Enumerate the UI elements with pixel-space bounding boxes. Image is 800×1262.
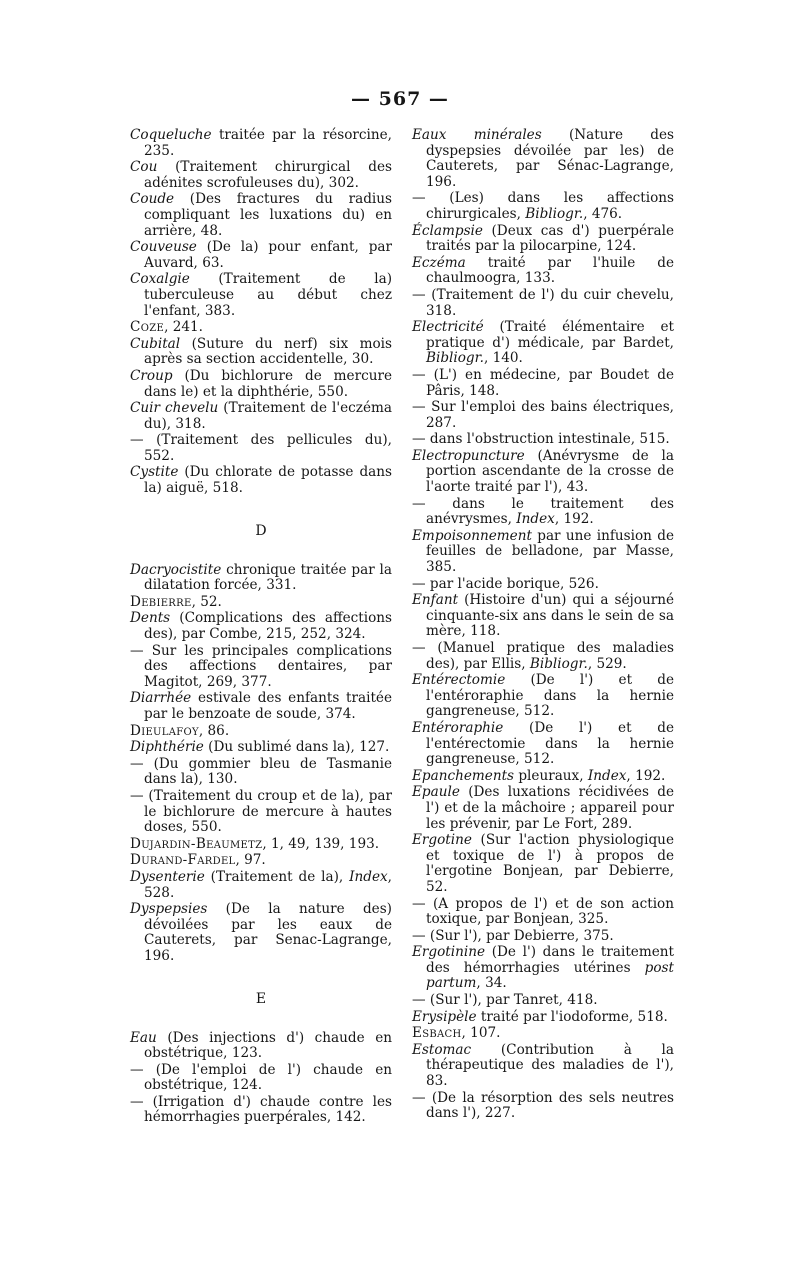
entry-text: (Traitement chirurgical des adénites scrofuleuses du), 302.	[144, 159, 392, 191]
entry-text: (De l') et de l'entérorаphie dans la hernie gangreneuse, 512.	[426, 672, 674, 720]
entry-text: , 52.	[191, 593, 222, 610]
entry-text: (De la nature des) dévoilées par les eaux de Cauterets, par Senac-Lagrange, 196.	[144, 901, 392, 964]
index-entry	[130, 837, 392, 853]
entry-text: — (Manuel pratique des maladies des), par Ellis,	[412, 640, 674, 672]
index-entry	[130, 1031, 392, 1062]
entry-page: , 192.	[554, 511, 594, 528]
entry-heading: Éclampsie	[412, 222, 483, 239]
entry-text: (Nature des dyspepsies dévoilée par les) de Cauterets, par Sénac-Lagrange, 196.	[426, 127, 675, 190]
entry-text: (De l') et de l'entérectomie dans la hernie gangreneuse, 512.	[426, 719, 674, 768]
entry-text: (Du chlorate de potasse dans la) aiguë, 518.	[144, 464, 392, 497]
entry-text: — (Traitement de l') du cuir chevelu, 318.	[412, 286, 674, 319]
entry-heading: Entérectomie	[412, 672, 506, 689]
entry-text: , 86.	[198, 722, 230, 739]
index-entry	[412, 256, 674, 287]
index-entry	[130, 724, 392, 740]
index-entry	[412, 1010, 674, 1026]
index-entry	[412, 288, 674, 319]
entry-heading: Estomac	[412, 1041, 472, 1058]
index-entry	[412, 929, 674, 945]
entry-heading: Electricité	[412, 319, 484, 336]
entry-page: , 192.	[626, 767, 666, 784]
entry-heading: Dyspepsies	[130, 901, 208, 918]
entry-text: — (Du gommier bleu de Tasmanie dans la), 130.	[130, 755, 392, 788]
index-entry	[130, 563, 392, 594]
entry-text: , 1, 49, 139, 193.	[262, 835, 380, 852]
index-entry	[130, 337, 392, 368]
entry-text: (Traitement de l'eczéma du), 318.	[144, 400, 392, 432]
entry-text: (De l') dans le traitement des hémorrhagies utérines	[426, 944, 674, 976]
index-entry	[412, 1043, 674, 1090]
index-entry	[412, 673, 674, 720]
entry-heading: Coqueluche	[130, 127, 212, 143]
index-entry	[412, 320, 674, 367]
entry-heading: Epanchements	[412, 767, 515, 784]
entry-heading: Dysenterie	[130, 868, 205, 885]
index-entry	[412, 785, 674, 832]
entry-text: (Sur l'action physiologique et toxique de l') à propos de l'ergotine Bonjean, par Debierre, 52.	[426, 832, 674, 895]
entry-text: — (Sur l'), par Tanret, 418.	[412, 992, 598, 1009]
entry-text: — (Traitement du croup et de la), par le bichlorure de mercure à hautes doses, 550.	[130, 787, 392, 836]
index-entry	[130, 401, 392, 432]
entry-heading: Eczéma	[412, 254, 466, 271]
entry-text: — (De l'emploi de l') chaude en obstétrique, 124.	[130, 1061, 392, 1094]
entry-text: — Sur les principales complications des affections dentaires, par Magitot, 269, 377.	[130, 642, 392, 690]
entry-page: , 529.	[587, 655, 627, 672]
entry-text: — (A propos de l') et de son action toxique, par Bonjean, 325.	[412, 895, 674, 928]
entry-text: estivale des enfants traitée par le benzoate de soude, 374.	[144, 690, 392, 722]
index-entry	[130, 902, 392, 964]
entry-page: , 34.	[476, 975, 507, 992]
index-entry	[130, 853, 392, 869]
entry-heading: Erysipèle	[412, 1008, 477, 1025]
index-entry	[412, 897, 674, 928]
entry-text: (Des injections d') chaude en obstétrique, 123.	[144, 1029, 392, 1062]
entry-reference: Index	[516, 511, 555, 528]
entry-text: (Traitement de la) tuberculeuse au début chez l'enfant, 383.	[144, 271, 392, 319]
entry-text: (Suture du nerf) six mois après sa section accidentelle, 30.	[144, 335, 392, 368]
index-entry	[412, 1091, 674, 1122]
entry-text: — (Traitement des pellicules du), 552.	[130, 432, 392, 464]
entry-text: — (L') en médecine, par Boudet de Pâris, 148.	[412, 366, 674, 399]
index-entry	[412, 497, 674, 528]
entry-reference: Index	[349, 868, 388, 885]
index-entry	[412, 577, 674, 593]
entry-text: — dans l'obstruction intestinale, 515.	[412, 431, 670, 448]
index-entry	[130, 1095, 392, 1126]
entry-text: traitée par la résorcine, 235.	[144, 127, 392, 159]
index-entry	[130, 160, 392, 191]
entry-heading: Epaule	[412, 784, 460, 801]
entry-text: — (Les) dans les affections chirurgicales,	[412, 190, 674, 222]
entry-heading: Dents	[130, 610, 171, 627]
right-column	[412, 128, 674, 1123]
index-entry	[130, 740, 392, 756]
index-entry	[412, 945, 674, 992]
entry-text: traité par l'huile de chaulmoogra, 133.	[426, 254, 674, 287]
entry-heading: Empoisonnement	[412, 527, 532, 544]
entry-text: (Du bichlorure de mercure dans le) et la diphthérie, 550.	[144, 367, 392, 400]
entry-text: — Sur l'emploi des bains électriques, 287.	[412, 399, 674, 431]
index-entry	[130, 1063, 392, 1094]
entry-page: , 140.	[483, 350, 523, 367]
index-entry	[130, 789, 392, 836]
index-entry	[412, 128, 674, 190]
index-entry	[130, 611, 392, 642]
index-entry	[412, 769, 674, 785]
entry-heading: Couveuse	[130, 239, 197, 256]
entry-heading: Durand-Fardel	[130, 852, 236, 869]
entry-heading: Ergotine	[412, 832, 472, 849]
index-entry	[130, 870, 392, 901]
entry-heading: Eaux minérales	[412, 127, 542, 143]
entry-text: (Des luxations récidivées de l') et de la mâchoire ; appareil pour les prévenir, par Le Fort, 289.	[426, 784, 674, 832]
index-entry	[130, 433, 392, 464]
index-entry	[130, 465, 392, 496]
entry-page: , 476.	[583, 205, 623, 222]
entry-text: par une infusion de feuilles de belladone, par Masse, 385.	[426, 527, 674, 576]
entry-text: pleuraux,	[514, 767, 588, 784]
entry-heading: Diphthérie	[130, 739, 204, 756]
index-entry	[412, 993, 674, 1009]
entry-heading: Cuir chevelu	[130, 400, 219, 417]
index-entry	[412, 432, 674, 448]
entry-heading: Dieulafoy	[130, 722, 199, 739]
entry-text: (Complications des affections des), par Combe, 215, 252, 324.	[144, 610, 392, 643]
entry-text: — (De la résorption des sels neutres dans l'), 227.	[412, 1089, 674, 1122]
entry-text: — (Sur l'), par Debierre, 375.	[412, 927, 614, 944]
entry-heading: Debierre	[130, 593, 192, 610]
index-entry	[130, 128, 392, 159]
index-entry	[412, 224, 674, 255]
entry-heading: Coxalgie	[130, 271, 190, 288]
section-letter: E	[255, 990, 267, 1007]
entry-text: — par l'acide borique, 526.	[412, 575, 599, 592]
index-entry	[412, 833, 674, 895]
entry-text: (Traitement de la),	[204, 868, 350, 885]
entry-heading: Enfant	[412, 592, 459, 609]
entry-reference: post partum	[426, 959, 674, 992]
index-entry	[412, 400, 674, 431]
entry-heading: Coze	[130, 319, 165, 336]
index-entry	[412, 449, 674, 496]
entry-heading: Cou	[130, 159, 158, 176]
index-entry	[130, 320, 392, 336]
entry-text: traité par l'iodoforme, 518.	[476, 1008, 668, 1025]
entry-text: (Du sublimé dans la), 127.	[203, 739, 390, 756]
entry-text: (Traité élémentaire et pratique d') médicale, par Bardet,	[426, 319, 674, 351]
left-column	[130, 128, 392, 1127]
entry-heading: Dujardin-Beaumetz	[130, 835, 263, 852]
page-number: — 567 —	[351, 88, 449, 110]
index-entry	[412, 721, 674, 768]
entry-heading: Cubital	[130, 335, 181, 352]
section-letter: D	[255, 522, 267, 539]
entry-text: chronique traitée par la dilatation forcée, 331.	[144, 561, 392, 594]
entry-heading: Diarrhée	[130, 690, 192, 707]
entry-reference: Bibliogr.	[426, 350, 484, 367]
index-entry	[130, 272, 392, 319]
entry-text: (Histoire d'un) qui a séjourné cinquante-six ans dans le sein de sa mère, 118.	[426, 592, 674, 640]
index-entry	[130, 192, 392, 239]
index-entry	[412, 191, 674, 222]
index-entry	[412, 641, 674, 672]
entry-text: — dans le traitement des anévrysmes,	[412, 495, 674, 528]
entry-text: (Des fractures du radius compliquant les luxations du) en arrière, 48.	[144, 191, 392, 239]
index-entry	[130, 240, 392, 271]
entry-reference: Index	[587, 767, 627, 784]
index-entry	[412, 529, 674, 576]
entry-heading: Entérorаphie	[412, 719, 504, 736]
entry-text: , 107.	[461, 1025, 501, 1042]
entry-text: — (Irrigation d') chaude contre les hémorrhagies puerpérales, 142.	[130, 1093, 392, 1126]
index-entry	[130, 369, 392, 400]
entry-reference: Bibliogr.	[525, 205, 584, 222]
entry-heading: Croup	[130, 367, 173, 384]
index-entry	[412, 368, 674, 399]
index-entry	[412, 1026, 674, 1042]
entry-heading: Cystite	[130, 464, 179, 481]
entry-text: , 97.	[235, 852, 266, 869]
entry-reference: Bibliogr.	[529, 655, 588, 672]
index-entry	[130, 595, 392, 611]
entry-text: , 241.	[164, 319, 203, 336]
entry-text: (Anévrysme de la portion ascendante de la crosse de l'aorte traité par l'), 43.	[426, 447, 674, 496]
entry-text: (Deux cas d') puerpérale traités par la pilocarpine, 124.	[426, 222, 674, 255]
index-entry	[412, 593, 674, 640]
entry-heading: Dacryocistite	[130, 561, 222, 578]
entry-heading: Electropuncture	[412, 447, 525, 464]
entry-text: (De la) pour enfant, par Auvard, 63.	[144, 239, 392, 271]
entry-heading: Eau	[130, 1029, 157, 1046]
entry-page: , 528.	[144, 868, 392, 901]
entry-heading: Esbach	[412, 1025, 462, 1042]
index-entry	[130, 691, 392, 722]
entry-heading: Ergotinine	[412, 944, 486, 961]
index-entry	[130, 644, 392, 691]
entry-heading: Coude	[130, 191, 175, 208]
entry-text: (Contribution à la thérapeutique des maladies de l'), 83.	[426, 1041, 674, 1090]
index-entry	[130, 757, 392, 788]
